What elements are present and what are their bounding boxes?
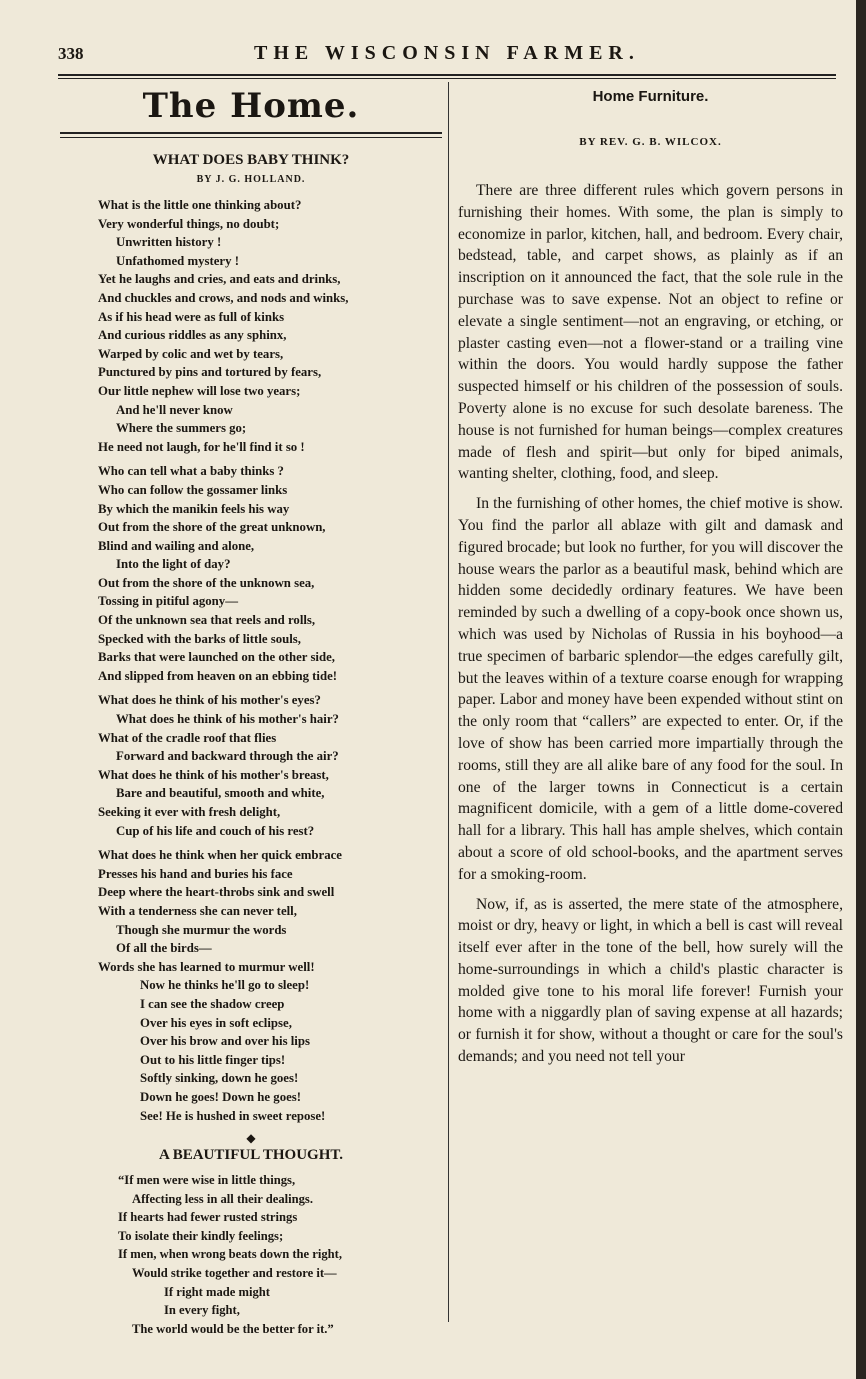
poem-line: And chuckles and crows, and nods and winks, xyxy=(98,290,349,305)
poem-line: Forward and backward through the air? xyxy=(116,749,339,764)
poem-line: Into the light of day? xyxy=(116,557,231,572)
poem-line: And he'll never know xyxy=(116,402,233,417)
poem-line: Words she has learned to murmur well! xyxy=(98,959,315,974)
poem-line: What does he think of his mother's hair? xyxy=(116,712,339,727)
journal-title: THE WISCONSIN FARMER. xyxy=(254,42,640,64)
poem-line: Deep where the heart-throbs sink and swell xyxy=(98,885,335,900)
poem-line: What does he think of his mother's eyes? xyxy=(98,693,321,708)
poem-line: Softly sinking, down he goes! xyxy=(140,1071,299,1086)
poem-line: Yet he laughs and cries, and eats and drinks, xyxy=(98,272,341,287)
poem-body xyxy=(60,196,442,1125)
poem-line: I can see the shadow creep xyxy=(140,996,285,1011)
thought-line: If men, when wrong beats down the right, xyxy=(118,1247,343,1262)
poem-line: What of the cradle roof that flies xyxy=(98,730,277,745)
poem-line: Out from the shore of the great unknown, xyxy=(98,520,326,535)
poem-line: Of all the birds— xyxy=(116,941,212,956)
poem-line: What is the little one thinking about? xyxy=(98,198,302,212)
poem-author: BY J. G. HOLLAND. xyxy=(196,174,306,185)
poem-line: Punctured by pins and tortured by fears, xyxy=(98,365,322,380)
poem-line: Seeking it ever with fresh delight, xyxy=(98,805,281,819)
poem-title: WHAT DOES BABY THINK? xyxy=(152,152,350,168)
thought-title: A BEAUTIFUL THOUGHT. xyxy=(158,1147,344,1164)
thought-line: The world would be the better for it.” xyxy=(132,1321,334,1336)
thought-line: “If men were wise in little things, xyxy=(118,1173,296,1188)
ornament-divider: ◆ xyxy=(246,1131,256,1146)
thought-line: If hearts had fewer rusted strings xyxy=(118,1210,298,1225)
header-rule-top xyxy=(58,74,836,76)
poem-line: Of the unknown sea that reels and rolls, xyxy=(98,613,316,628)
poem-line: What does he think when her quick embrace xyxy=(98,848,342,863)
poem-line: Though she murmur the words xyxy=(116,922,287,937)
left-column xyxy=(60,84,442,1338)
poem-line: Down he goes! Down he goes! xyxy=(140,1089,302,1104)
section-rule-thin xyxy=(60,137,442,138)
page-edge-shadow xyxy=(856,0,866,1379)
thought-line: Affecting less in all their dealings. xyxy=(132,1191,313,1206)
article-paragraph: Now, if, as is asserted, the mere state of the atmosphere, moist or dry, heavy or light, in which a bell is cast will reveal itself ever after in the tone of the bell, how surely will the home-surroundings in which a child's plastic character is molded give tone to his moral life forever! Furnish your home with a niggardly plan of saving expense at all hazards; or furnish it for show, without a thought or care for the soul's demands; and you need not tell your xyxy=(458,895,843,1066)
poem-line: Unwritten history ! xyxy=(116,235,222,250)
poem-line: Who can follow the gossamer links xyxy=(98,482,288,497)
section-title: The Home. xyxy=(142,86,360,126)
poem-line: See! He is hushed in sweet repose! xyxy=(140,1108,326,1123)
poem-line: Who can tell what a baby thinks ? xyxy=(98,464,284,479)
poem-line: Where the summers go; xyxy=(116,421,247,436)
page-header xyxy=(58,38,838,72)
section-rule xyxy=(60,132,442,134)
poem-line: Presses his hand and buries his face xyxy=(98,866,293,881)
poem-line: Barks that were launched on the other side, xyxy=(98,650,335,665)
poem-line: As if his head were as full of kinks xyxy=(98,309,285,324)
thought-line: In every fight, xyxy=(164,1303,240,1318)
poem-line: Blind and wailing and alone, xyxy=(98,538,255,553)
poem-line: Out to his little finger tips! xyxy=(140,1052,286,1067)
poem-line: By which the manikin feels his way xyxy=(98,501,290,516)
page-number: 338 xyxy=(58,44,84,63)
poem-line: Cup of his life and couch of his rest? xyxy=(116,823,315,838)
article-byline: BY REV. G. B. WILCOX. xyxy=(579,136,722,148)
poem-line: Unfathomed mystery ! xyxy=(116,253,239,268)
thought-body xyxy=(60,1171,442,1338)
poem-line: Tossing in pitiful agony— xyxy=(98,594,238,609)
column-divider xyxy=(448,82,449,1322)
article-body xyxy=(458,180,843,1068)
poem-line: And curious riddles as any sphinx, xyxy=(98,328,287,343)
poem-line: Our little nephew will lose two years; xyxy=(98,383,301,398)
poem-line: Out from the shore of the unknown sea, xyxy=(98,575,315,590)
header-rule-bottom xyxy=(58,78,836,79)
poem-line: Over his brow and over his lips xyxy=(140,1034,310,1049)
right-column xyxy=(458,84,843,1076)
poem-line: Now he thinks he'll go to sleep! xyxy=(140,978,310,993)
thought-line: To isolate their kindly feelings; xyxy=(118,1228,284,1243)
poem-line: Very wonderful things, no doubt; xyxy=(98,216,280,231)
poem-line: What does he think of his mother's breast, xyxy=(98,767,329,782)
article-title: Home Furniture. xyxy=(592,88,709,105)
article-paragraph: In the furnishing of other homes, the chief motive is show. You find the parlor all ablaze with gilt and damask and figured brocade; but look no further, for you will discover the house wears the parlor as a beautiful mask, behind which are hidden some decidedly ordinary features. We have been reminded by such a dwelling of a copy-book once shown us, which was used by Nicholas of Russia in his boyhood—a true specimen of barbaric splendor—the edges carefully gilt, but the leaves within of a texture coarse enough for wrapping paper. Labor and money have been expended without stint on the only room that “callers” are expected to enter. Or, if the love of show has been carried more impartially through the rooms, still they are all alike bare of any food for the soul. In one of the larger towns in Connecticut is a certain magnificent domicile, with a gem of a little dome-covered hall for a library. This hall has ample shelves, which contain about a score of old school-books, and the apartment serves for a smoking-room. xyxy=(458,495,843,883)
thought-line: Would strike together and restore it— xyxy=(132,1266,337,1281)
poem-line: Warped by colic and wet by tears, xyxy=(98,346,284,361)
poem-line: Specked with the barks of little souls, xyxy=(98,631,301,646)
poem-line: Bare and beautiful, smooth and white, xyxy=(116,786,325,801)
thought-line: If right made might xyxy=(164,1284,270,1299)
poem-line: With a tenderness she can never tell, xyxy=(98,903,297,918)
poem-line: He need not laugh, for he'll find it so ! xyxy=(98,439,305,454)
poem-line: Over his eyes in soft eclipse, xyxy=(140,1015,292,1030)
article-paragraph: There are three different rules which govern persons in furnishing their homes. With some, the plan is simply to economize in parlor, kitchen, hall, and bedroom. Every chair, bedstead, table, and carpet shows, as plainly as if an inscription on it announced the fact, that the sole rule in the purchase was to save expense. Not an object to refine or elevate a single sentiment—not an engraving, or etching, or plaster casting even—not a flower-stand or a trailing vine within the doors. You would hardly suppose the father suspected himself or his children of the possession of souls. Poverty alone is no excuse for such desolate bareness. The house is not furnished for human beings—complex creatures made of flesh and spirit—but only for biped animals, wanting shelter, clothing, food, and sleep. xyxy=(458,182,843,483)
poem-line: And slipped from heaven on an ebbing tide! xyxy=(98,668,338,683)
